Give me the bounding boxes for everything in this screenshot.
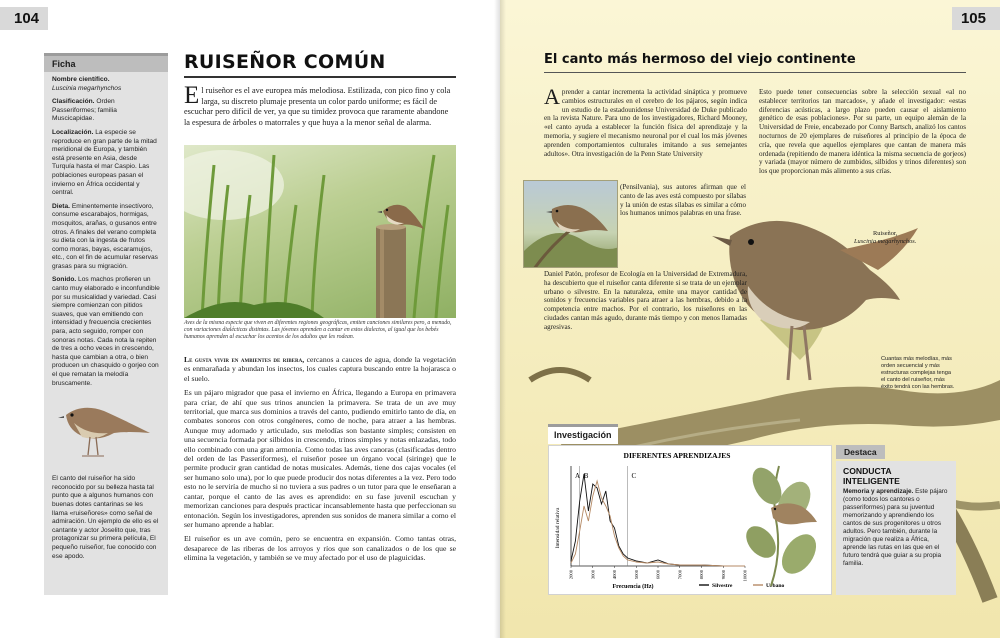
article-column-1-bottom: Daniel Patón, profesor de Ecología en la Universidad de Extremadura, ha descubierto que el ruiseñor canta diferente si se trata de un ejemplar urbano o silvestre. En la naturaleza, emite una mayor cantidad de sonidos y frecuencias variables para atraer a las hembras, debido a la competencia entre machos. Por el contrario, los ruiseñores en las ciudades cantan más agudo, durante más tiempo y con menos llamadas agresivas. [544,270,747,331]
ficha-entry: Localización. La especie se reproduce en gran parte de la mitad meridional de Europa, y también está presente en Asia, desde Turquía hasta el mar Caspio. Las poblaciones europeas pasan el invierno en África occidental y central. [52,128,157,197]
chart-ylabel: Intensidad relativa [555,507,561,549]
chart-legend-label: Urbano [766,583,785,589]
chart-tick-label: 2000 [568,570,574,580]
chart-tick-label: 6000 [655,570,661,580]
ficha-entry: Nombre científico. Luscinia megarhynchos [52,76,122,92]
body-paragraph: Le gusta vivir en ambientes de ribera, cercanos a cauces de agua, donde la vegetación es enmarañada y abundan los insectos, los cuales captura buscando entre la hojarasca o el suelo. [184,355,457,383]
seedling-illustration [740,463,823,586]
nightingale-photo [184,145,456,318]
chart-series-line [571,474,745,566]
section-title: El canto más hermoso del viejo continente [544,52,856,67]
ficha-sidebar [44,53,168,595]
page-title: RUISEÑOR COMÚN [184,51,386,73]
title-divider [184,76,456,78]
page-number-right: 105 [952,7,1000,30]
chart-title: DIFERENTES APRENDIZAJES [623,451,731,460]
ficha-footer: El canto del ruiseñor ha sido reconocido por su belleza hasta tal punto que a algunos humanos con buenas dotes cantarinas se les llama «ruiseñores» como señal de admiración. Un ejemplo de ello es el cantante y actor Joselito que, tras protagonizar su primera película, El pequeño ruiseñor, fue conocido con ese apodo. [52,475,159,560]
chart-tick-label: 5000 [633,570,639,580]
destaca-tab: Destaca [836,445,885,459]
chart-region-label: B [583,472,589,480]
body-text [184,355,456,568]
chart-tick-label: 8000 [699,570,704,580]
dropcap: E [184,82,200,109]
destaca-box [836,461,956,595]
book-gutter [494,0,506,638]
destaca-title: CONDUCTA INTELIGENTE [843,466,900,486]
photo-caption: Aves de la misma especie que viven en diferentes regiones geográficas, emiten canciones similares pero, a menudo, con variaciones dialécticas distintas. Las jóvenes aprenden a cantar en estos dialectos, al igual que los bebés humanos aprenden al escuchar los acentos de los adultos que les rodean. [184,320,452,341]
section-divider [544,72,966,73]
bird-caption: Ruiseñor, Luscinia megarhynchos. [854,230,917,245]
destaca-text: Memoria y aprendizaje. Este pájaro (como todos los cantores o passeriformes) para su juventud memorizando y aprendiendo los cantos de sus progenitores u otros adultos. Pero también, durante la migración que realiza a África, aprende las rutas en las que en el futuro tendrá que guiar a su propia familia. [843,488,948,567]
body-paragraph: El ruiseñor es un ave común, pero se encuentra en expansión. Como tantas otras, desaparece de las riberas de los arroyos y ríos que son canalizados o de los que se elimina la vegetación, y también se ve muy afectado por el uso de plaguicidas. [184,534,456,563]
ficha-entry: Sonido. Los machos profieren un canto muy elaborado e inconfundible por su musicalidad y variedad. Casi siempre comienzan con pitidos suaves, que van emitiendo con intensidad y frecuencia crecientes para, acto seguido, romper con sonoras notas. Cada nota la repiten de tres a ocho veces in crescendo, hasta que cambian a otra, o bien producen un chasquido o gorjeo con el que rematan la melodía bruscamente. [52,276,160,387]
chart-tick-label: 7000 [677,570,683,580]
ficha-body [44,72,168,570]
article-column-1-wrap: (Pensilvania), sus autores afirman que el canto de las aves está compuesto por sílabas y la unión de estas sílabas es similar a cómo los humanos unimos palabras en una frase. [620,183,746,218]
ficha-heading: Ficha [44,56,168,72]
chart-region-label: A [575,472,581,480]
side-caption: Cuantas más melodías, más orden secuencial y más estructuras complejas tenga el canto del ruiseñor, más éxito tendrá con las hembras. [881,356,955,390]
chart-region-label: C [631,472,637,480]
article-column-2: Esto puede tener consecuencias sobre la selección sexual «al no establecer territorios tan marcados», y añade el investigador: «estas diferencias acústicas, a largo plazo pueden causar el aislamiento genético de esas poblaciones». Por su parte, un equipo alemán de la Universidad de Freie, encabezado por Conny Bartsch, analizó los cantos nocturnos de 20 ejemplares de ruiseñores al principio de la época de cría, que revela que aquellos ejemplares que cantan de manera más ordenada (repitiendo de manera idéntica la misma secuencia de gorjeos) y variada (mayor número de zumbidos, silbidos y trinos diferentes) son los que proporcionan más alimento a sus crías. [759,88,966,176]
dropcap: A [544,84,560,109]
chart-series-line [571,481,745,566]
chart-legend-label: Silvestre [712,583,733,589]
chart-tick-label: 3000 [590,570,596,580]
chart-tick-label: 10000 [742,570,748,582]
frequency-chart [549,446,833,596]
investigacion-tab: Investigación [548,424,618,444]
lead-paragraph: El ruiseñor es el ave europea más melodiosa. Estilizada, con pico fino y cola larga, su discreto plumaje presenta un color pardo uniforme; es fácil de escuchar pero difícil de ver, ya que su timidez provoca que raramente abandone la espesura de árboles o matorrales y que huya a la menor señal de alarma. [184,82,451,127]
investigacion-box [548,445,832,595]
ficha-entry: Dieta. Eminentemente insectívoro, consume escarabajos, hormigas, mosquitos, arañas, o gusanos entre otros. A finales del verano completa su dieta con la ingesta de frutos como moras, bayas, escaramujos, etc., con el fin de acumular reservas grasas para su migración. [52,202,158,270]
chart-xlabel: Frecuencia (Hz) [612,584,654,590]
nightingale-illustration [52,393,160,471]
chart-tick-label: 4000 [612,570,617,580]
ficha-entry: Clasificación. Orden Passeriformes; familia Muscicapidae. [52,98,117,123]
article-column-1-top: Aprender a cantar incrementa la actividad sináptica y promueve cambios estructurales en el cerebro de los pájaros, según indica un estudio de la estadounidense Universidad de Duke publicado en la revista Nature. Para uno de los investigadores, Richard Mooney, «el canto ayuda a establecer la función física del aprendizaje y la memoria, y sugiere el mecanismo neuronal por el cual los más jóvenes aprenden comportamientos culturales imitando a sus semejantes adultos». Otra investigación de la Penn State University [544,84,747,158]
page-number-left: 104 [0,7,48,30]
nightingale-photo-small [523,180,618,268]
chart-tick-label: 9000 [720,570,726,580]
body-paragraph: Es un pájaro migrador que pasa el invierno en África, llegando a Europa en primavera para criar, de ahí que sus trinos anuncien la primavera. Se trata de un ave muy territorial, que marca sus dominios a través del canto, pudiendo emitirlo tanto de día, en combates sonoros con otros congéneres, como de noche, para atraer a las hembras. Aunque muy adornado y articulado, sus melodías son bastante simples; consisten en una secuencia formada por silbidos in crescendo, trinos simples y notas enlazadas, todo ello combinado con una gran armonía. Como todas las aves canoras (clasificadas dentro del orden de las Passeriformes), el ruiseñor posee un órgano vocal (siringe) que le permite producir gran cantidad de notas musicales. Además, tiene dos cajas vocales (el ser humano solo una), por lo que puede producir dos notas diferentes a la vez. Pero todo esto no le serviría de mucho si no tuviera a sus padres o un tutor para que le enseñaran a cantar, porque el canto de las aves es aprendido: en su fase juvenil escuchan y memorizan canciones para después practicar incansablemente hasta que perfeccionan su entonación. Según los investigadores, aprenden sus sonidos de manera similar a como el ser humano aprende a hablar. [184,388,456,529]
